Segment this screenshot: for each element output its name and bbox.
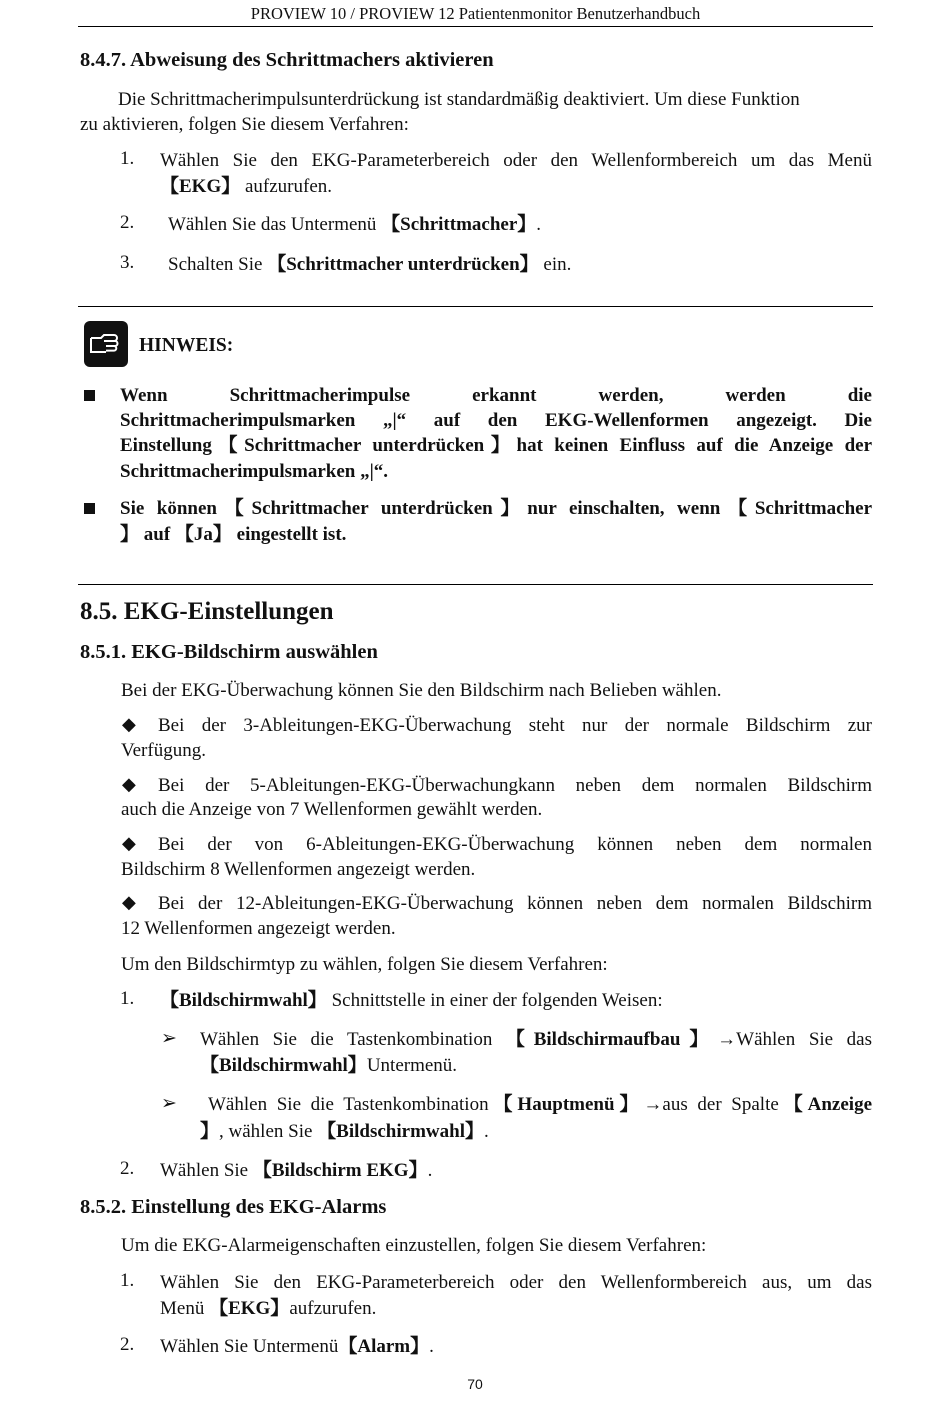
step-text-a: Schalten Sie [168, 254, 268, 275]
s852-step-1-line-2 [160, 1296, 376, 1321]
menu-ekg: 【EKG】 [209, 1298, 290, 1319]
step-text [168, 252, 571, 277]
step-number: 1. [120, 148, 135, 169]
text-a: Wählen Sie [160, 1160, 253, 1181]
diamond-3-line-1: Bei der von 6-Ableitungen-EKG-Überwachung können neben dem normalen [158, 834, 872, 855]
note-bullet-2-line-1: Sie können【Schrittmacher unterdrücken】nur einschalten, wenn【Schrittmacher [120, 498, 872, 519]
menu-bildschirmwahl: 【Bildschirmwahl】 [160, 990, 327, 1011]
menu-alarm: 【Alarm】 [338, 1336, 430, 1357]
text-d: . [483, 1121, 489, 1142]
arrow-bullet-icon: ➢ [161, 1093, 177, 1114]
step-text-c: . [536, 214, 542, 235]
text-b: Untermenü. [366, 1055, 458, 1076]
step-number: 3. [120, 252, 135, 273]
s851-procedure: Um den Bildschirmtyp zu wählen, folgen Sie diesem Verfahren: [121, 954, 608, 975]
arrow-bullet-icon: ➢ [161, 1028, 177, 1049]
text-c: aufzurufen. [289, 1298, 377, 1319]
diamond-2-line-2: auch die Anzeige von 7 Wellenformen gewählt werden. [121, 799, 543, 820]
intro-line-2: zu aktivieren, folgen Sie diesem Verfahren: [80, 114, 409, 135]
text-a: Wählen Sie die Tastenkombination [200, 1029, 506, 1050]
diamond-1-line-1: Bei der 3-Ableitungen-EKG-Überwachung steht nur der normale Bildschirm zur [158, 715, 872, 736]
diamond-bullet-icon: ◆ [122, 833, 136, 853]
diamond-1-line-2: Verfügung. [121, 740, 206, 761]
menu-bildschirmwahl: 【Bildschirmwahl】 [317, 1121, 484, 1142]
step-text-c: ein. [538, 254, 572, 275]
text-a: Menü [160, 1298, 210, 1319]
step-text [168, 212, 541, 237]
note-bullet-1-line-1: Wenn Schrittmacherimpulse erkannt werden, werden die [120, 385, 872, 406]
menu-anzeige: 【Anzeige [778, 1094, 873, 1115]
section-title-8-5-1: 8.5.1. EKG-Bildschirm auswählen [80, 641, 378, 663]
text-c: . [429, 1336, 434, 1357]
step-text-tail: aufzurufen. [244, 176, 333, 197]
s852-intro: Um die EKG-Alarmeigenschaften einzustellen, folgen Sie diesem Verfahren: [121, 1235, 707, 1256]
diamond-4-line-1: Bei der 12-Ableitungen-EKG-Überwachung können neben dem normalen Bildschirm [158, 893, 872, 914]
page-number: 70 [467, 1376, 483, 1392]
note-rule-bottom [78, 584, 873, 585]
diamond-bullet-icon: ◆ [122, 714, 136, 734]
step-number: 2. [120, 212, 135, 233]
bracket-close: 】 [200, 1121, 220, 1142]
s852-step-2 [160, 1334, 434, 1359]
s851-intro: Bei der EKG-Überwachung können Sie den Bildschirm nach Belieben wählen. [121, 680, 722, 701]
section-title-8-5: 8.5. EKG-Einstellungen [80, 598, 334, 625]
s851-step-2 [160, 1158, 432, 1183]
menu-bildschirm-ekg: 【Bildschirm EKG】 [252, 1160, 428, 1181]
arrow-2-line-2 [200, 1119, 489, 1144]
text-a: Wählen Sie die Tastenkombination [208, 1094, 489, 1115]
s851-step-1 [160, 988, 663, 1013]
page-header: PROVIEW 10 / PROVIEW 12 Patientenmonitor Benutzerhandbuch [78, 2, 873, 27]
bullet-square-icon [84, 503, 95, 514]
text-c: . [427, 1160, 433, 1181]
section-title-8-4-7: 8.4.7. Abweisung des Schrittmachers aktivieren [80, 49, 494, 71]
text-c: →aus der Spalte [643, 1094, 779, 1115]
note-bullet-2-line-2: 】 auf 【Ja】 eingestellt ist. [120, 524, 347, 545]
menu-hauptmenue: 【Hauptmenü】 [488, 1094, 644, 1115]
step-text: Schnittstelle in einer der folgenden Weisen: [326, 990, 663, 1011]
step-number: 2. [120, 1334, 135, 1355]
s852-step-1-line-1: Wählen Sie den EKG-Parameterbereich oder den Wellenformbereich aus, um das [160, 1272, 872, 1293]
menu-ekg: 【EKG】 [160, 176, 241, 197]
step-text: Wählen Sie den EKG-Parameterbereich oder den Wellenformbereich um das Menü [160, 150, 872, 171]
note-bullet-1-line-2: Schrittmacherimpulsmarken „|“ auf den EKG-Wellenformen angezeigt. Die [120, 410, 872, 431]
diamond-4-line-2: 12 Wellenformen angezeigt werden. [121, 918, 396, 939]
menu-schrittmacher: 【Schrittmacher】 [381, 214, 537, 235]
diamond-bullet-icon: ◆ [122, 774, 136, 794]
text-b: , wählen Sie [219, 1121, 318, 1142]
text-c: →Wählen Sie das [717, 1029, 872, 1050]
note-bullet-1-line-3: Einstellung【Schrittmacher unterdrücken】hat keinen Einfluss auf die Anzeige der [120, 435, 872, 456]
diamond-3-line-2: Bildschirm 8 Wellenformen angezeigt werden. [121, 859, 476, 880]
menu-bildschirmaufbau: 【Bildschirmaufbau】 [505, 1029, 718, 1050]
step-number: 1. [120, 1270, 135, 1291]
diamond-2-line-1: Bei der 5-Ableitungen-EKG-Überwachungkann neben dem normalen Bildschirm [158, 775, 872, 796]
section-title-8-5-2: 8.5.2. Einstellung des EKG-Alarms [80, 1196, 387, 1218]
step-number: 2. [120, 1158, 135, 1179]
note-rule-top [78, 306, 873, 307]
diamond-bullet-icon: ◆ [122, 892, 136, 912]
note-bullet-1-line-4: Schrittmacherimpulsmarken „|“. [120, 461, 389, 482]
intro-line-1: Die Schrittmacherimpulsunterdrückung ist standardmäßig deaktiviert. Um diese Funktion [118, 89, 800, 110]
pointing-hand-icon [84, 321, 128, 367]
step-text-cont [160, 174, 332, 199]
arrow-2-line-1 [208, 1092, 872, 1117]
menu-bildschirmwahl: 【Bildschirmwahl】 [200, 1055, 367, 1076]
step-text-a: Wählen Sie das Untermenü [168, 214, 382, 235]
step-number: 1. [120, 988, 135, 1009]
text-a: Wählen Sie Untermenü [160, 1336, 339, 1357]
note-label: HINWEIS: [139, 335, 234, 356]
arrow-1-line-2 [200, 1053, 457, 1078]
menu-schrittmacher-unterdruecken: 【Schrittmacher unterdrücken】 [267, 254, 539, 275]
arrow-1-line-1 [200, 1027, 872, 1052]
bullet-square-icon [84, 390, 95, 401]
